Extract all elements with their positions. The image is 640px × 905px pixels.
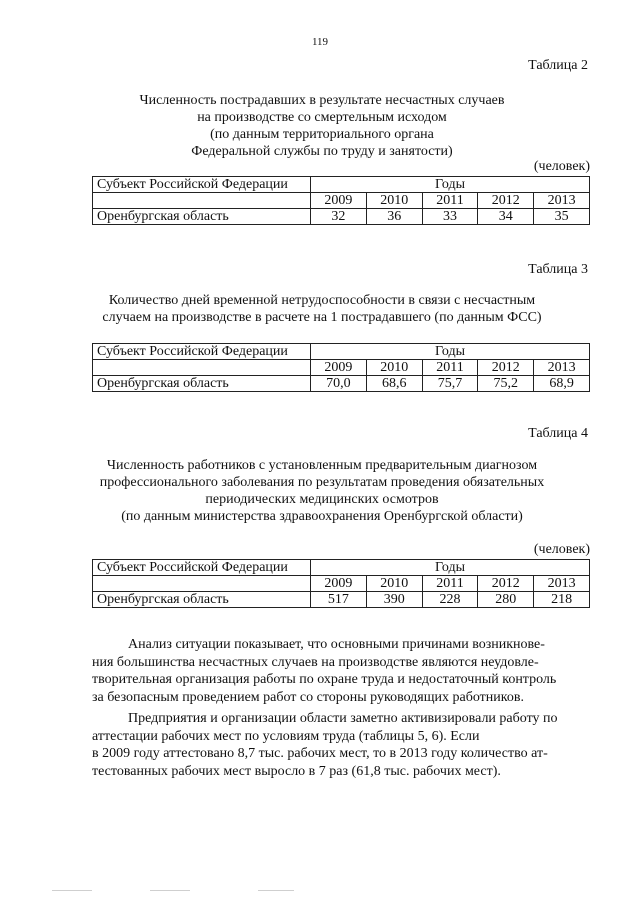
caption-line: периодических медицинских осмотров xyxy=(205,492,439,507)
year-cell: 2013 xyxy=(534,193,590,209)
table-2 xyxy=(92,176,590,225)
value-cell: 218 xyxy=(534,592,590,608)
paragraph-line: ния большинства несчастных случаев на производстве являются неудовле- xyxy=(92,654,539,670)
scan-mark xyxy=(52,890,92,891)
table-3-label: Таблица 3 xyxy=(528,262,588,277)
paragraph-line: Анализ ситуации показывает, что основными причинами возникнове- xyxy=(128,637,545,652)
table-3 xyxy=(92,343,590,392)
page-number: 119 xyxy=(311,36,329,48)
row-label: Оренбургская область xyxy=(93,209,311,225)
value-cell: 68,9 xyxy=(534,376,590,392)
value-cell: 517 xyxy=(311,592,367,608)
paragraph-line: Предприятия и организации области заметно активизировали работу по xyxy=(128,711,558,726)
year-cell: 2012 xyxy=(478,576,534,592)
paragraph-line: творительная организация работы по охране труда и недостаточный контроль xyxy=(92,672,557,687)
paragraph-causes xyxy=(92,636,588,706)
year-cell: 2010 xyxy=(366,576,422,592)
value-cell: 36 xyxy=(366,209,422,225)
value-cell: 35 xyxy=(534,209,590,225)
year-cell: 2012 xyxy=(478,360,534,376)
year-cell: 2011 xyxy=(422,193,478,209)
subject-header: Субъект Российской Федерации xyxy=(93,560,311,576)
empty-cell xyxy=(93,576,311,592)
caption-line: Численность работников с установленным предварительным диагнозом xyxy=(106,458,538,473)
table-4-label: Таблица 4 xyxy=(528,426,588,441)
paragraph-line: в 2009 году аттестовано 8,7 тыс. рабочих мест, то в 2013 году количество ат- xyxy=(92,746,548,761)
value-cell: 68,6 xyxy=(366,376,422,392)
paragraph-attestation xyxy=(92,710,588,780)
value-cell: 75,7 xyxy=(422,376,478,392)
value-cell: 228 xyxy=(422,592,478,608)
row-label: Оренбургская область xyxy=(93,376,311,392)
subject-header: Субъект Российской Федерации xyxy=(93,177,311,193)
caption-line: Численность пострадавших в результате несчастных случаев xyxy=(139,93,505,108)
value-cell: 33 xyxy=(422,209,478,225)
caption-line: на производстве со смертельным исходом xyxy=(197,110,447,125)
value-cell: 34 xyxy=(478,209,534,225)
value-cell: 70,0 xyxy=(311,376,367,392)
value-cell: 75,2 xyxy=(478,376,534,392)
table-4-caption xyxy=(52,457,592,525)
year-cell: 2012 xyxy=(478,193,534,209)
caption-line: Федеральной службы по труду и занятости) xyxy=(191,144,453,159)
value-cell: 32 xyxy=(311,209,367,225)
table-2-units: (человек) xyxy=(533,159,590,174)
year-cell: 2010 xyxy=(366,360,422,376)
year-cell: 2009 xyxy=(311,360,367,376)
table-2-label: Таблица 2 xyxy=(528,58,588,73)
table-3-caption xyxy=(52,292,592,326)
value-cell: 390 xyxy=(366,592,422,608)
paragraph-line: тестованных рабочих мест выросло в 7 раз (61,8 тыс. рабочих мест). xyxy=(92,763,501,779)
empty-cell xyxy=(93,360,311,376)
caption-line: (по данным территориального органа xyxy=(210,127,434,142)
year-cell: 2011 xyxy=(422,576,478,592)
paragraph-line: аттестации рабочих мест по условиям труда (таблицы 5, 6). Если xyxy=(92,728,480,744)
table-4-units: (человек) xyxy=(533,542,590,557)
year-cell: 2011 xyxy=(422,360,478,376)
row-label: Оренбургская область xyxy=(93,592,311,608)
years-header: Годы xyxy=(311,177,590,193)
scan-mark xyxy=(150,890,190,891)
subject-header: Субъект Российской Федерации xyxy=(93,344,311,360)
caption-line: профессионального заболевания по результатам проведения обязательных xyxy=(99,475,545,490)
years-header: Годы xyxy=(311,560,590,576)
scan-mark xyxy=(258,890,294,891)
year-cell: 2013 xyxy=(534,576,590,592)
year-cell: 2010 xyxy=(366,193,422,209)
caption-line: Количество дней временной нетрудоспособности в связи с несчастным xyxy=(108,293,536,308)
value-cell: 280 xyxy=(478,592,534,608)
year-cell: 2009 xyxy=(311,193,367,209)
table-2-caption xyxy=(52,92,592,160)
year-cell: 2013 xyxy=(534,360,590,376)
table-4 xyxy=(92,559,590,608)
year-cell: 2009 xyxy=(311,576,367,592)
empty-cell xyxy=(93,193,311,209)
paragraph-line: за безопасным проведением работ со стороны руководящих работников. xyxy=(92,689,524,705)
caption-line: (по данным министерства здравоохранения Оренбургской области) xyxy=(121,509,523,524)
caption-line: случаем на производстве в расчете на 1 пострадавшего (по данным ФСС) xyxy=(102,310,542,325)
years-header: Годы xyxy=(311,344,590,360)
